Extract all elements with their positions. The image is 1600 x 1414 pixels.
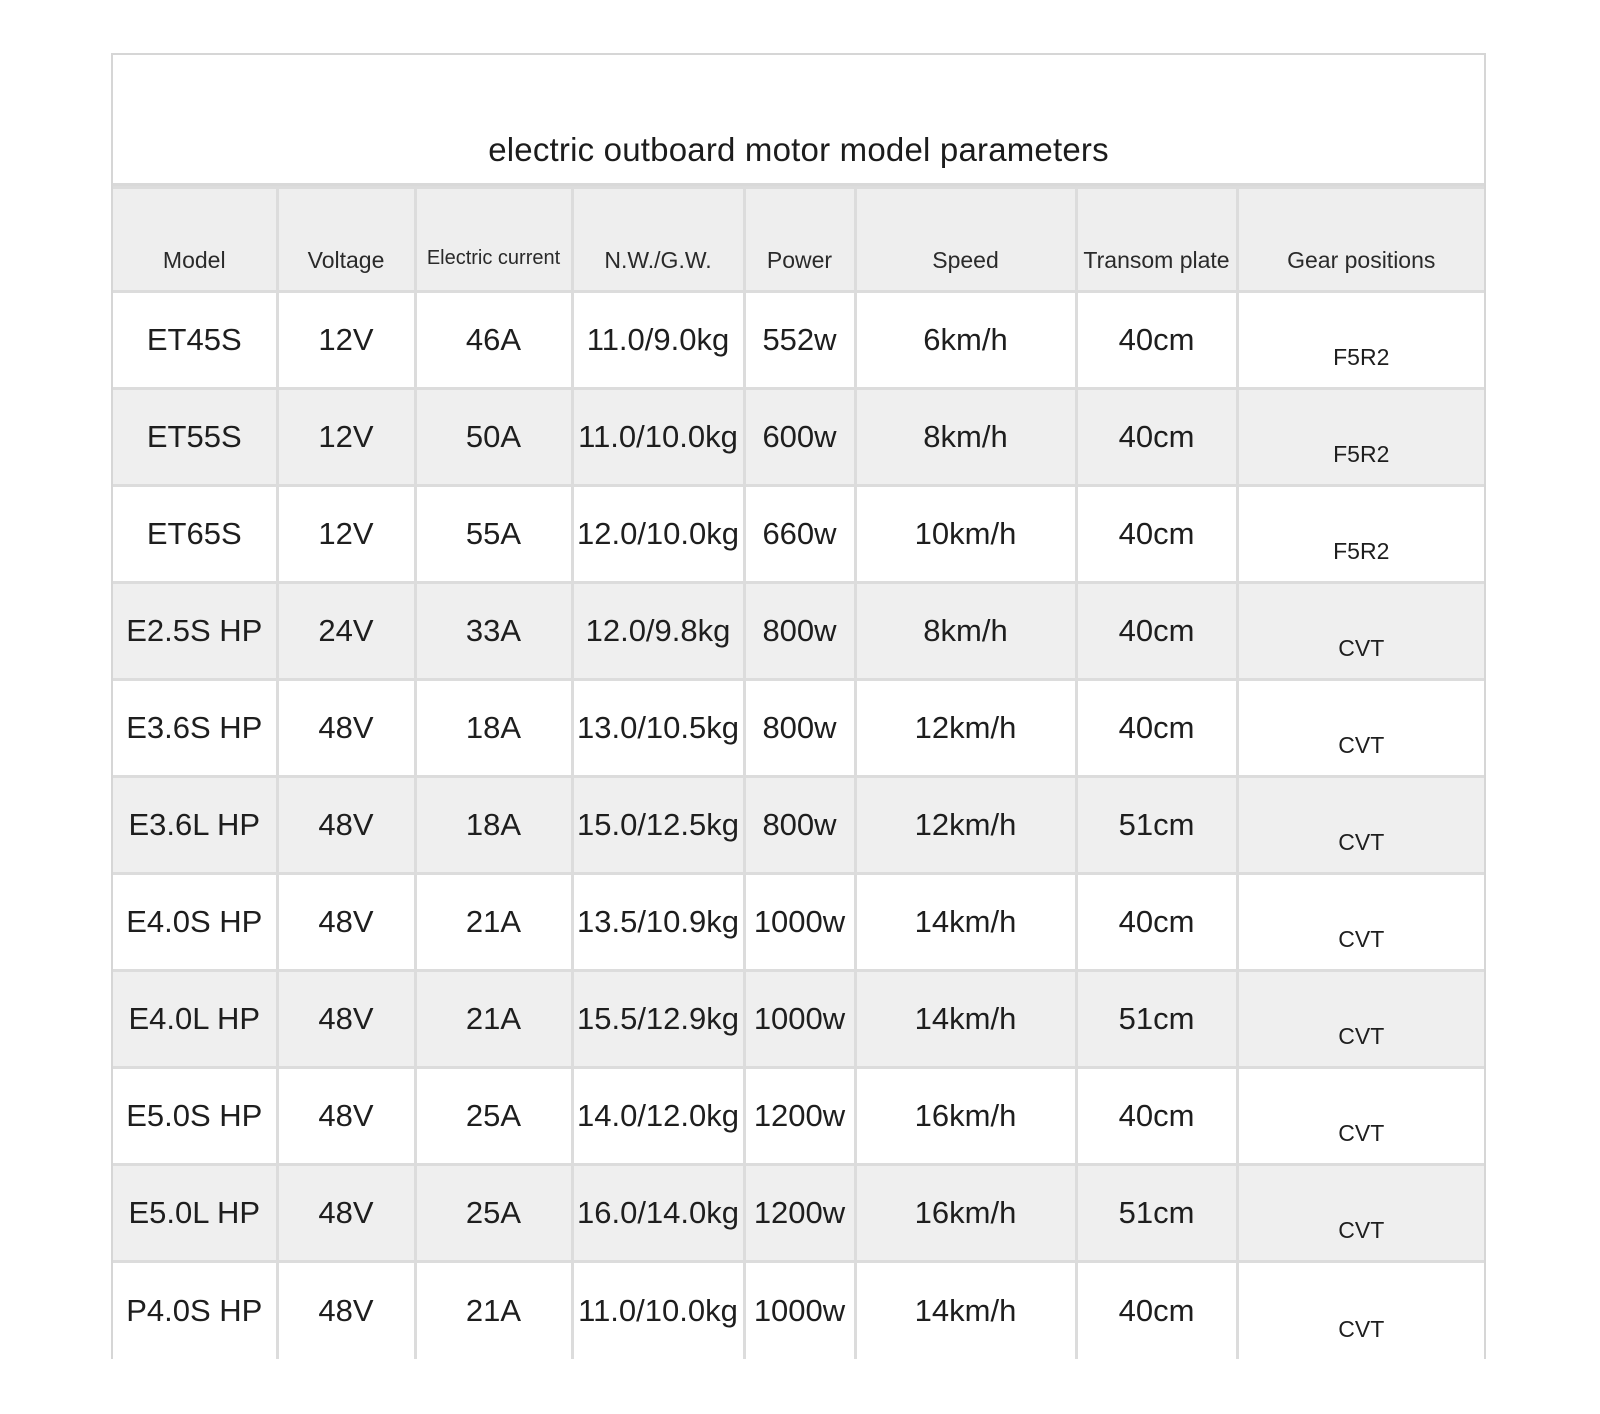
table-row — [113, 874, 1484, 971]
cell-voltage: 12V — [277, 389, 415, 486]
cell-model: E3.6S HP — [113, 680, 277, 777]
cell-weight: 11.0/10.0kg — [572, 1262, 744, 1359]
cell-model: E3.6L HP — [113, 777, 277, 874]
cell-speed: 12km/h — [855, 777, 1076, 874]
cell-model: E5.0S HP — [113, 1068, 277, 1165]
cell-electric-current: 21A — [415, 971, 572, 1068]
cell-power: 1000w — [744, 1262, 855, 1359]
cell-model: E4.0L HP — [113, 971, 277, 1068]
cell-transom-plate: 40cm — [1076, 874, 1237, 971]
cell-weight: 11.0/10.0kg — [572, 389, 744, 486]
cell-electric-current: 33A — [415, 583, 572, 680]
parameters-sheet — [111, 53, 1486, 1359]
cell-gear-positions: CVT — [1237, 777, 1484, 874]
header-power: Power — [744, 188, 855, 292]
cell-transom-plate: 40cm — [1076, 292, 1237, 389]
cell-gear-positions: CVT — [1237, 680, 1484, 777]
cell-speed: 14km/h — [855, 971, 1076, 1068]
cell-voltage: 48V — [277, 1068, 415, 1165]
cell-speed: 10km/h — [855, 486, 1076, 583]
cell-power: 1000w — [744, 971, 855, 1068]
cell-voltage: 48V — [277, 777, 415, 874]
cell-speed: 12km/h — [855, 680, 1076, 777]
cell-model: ET45S — [113, 292, 277, 389]
table-row — [113, 1068, 1484, 1165]
cell-voltage: 12V — [277, 292, 415, 389]
table-row — [113, 971, 1484, 1068]
parameters-table — [113, 186, 1484, 1359]
cell-electric-current: 46A — [415, 292, 572, 389]
cell-model: E2.5S HP — [113, 583, 277, 680]
header-gear-positions: Gear positions — [1237, 188, 1484, 292]
cell-weight: 12.0/9.8kg — [572, 583, 744, 680]
cell-power: 1000w — [744, 874, 855, 971]
cell-speed: 16km/h — [855, 1165, 1076, 1262]
cell-transom-plate: 40cm — [1076, 583, 1237, 680]
cell-speed: 14km/h — [855, 1262, 1076, 1359]
cell-weight: 13.0/10.5kg — [572, 680, 744, 777]
cell-power: 600w — [744, 389, 855, 486]
cell-gear-positions: F5R2 — [1237, 292, 1484, 389]
cell-speed: 8km/h — [855, 389, 1076, 486]
table-row — [113, 583, 1484, 680]
cell-transom-plate: 40cm — [1076, 1262, 1237, 1359]
cell-electric-current: 21A — [415, 874, 572, 971]
cell-voltage: 24V — [277, 583, 415, 680]
cell-power: 1200w — [744, 1068, 855, 1165]
cell-power: 800w — [744, 583, 855, 680]
cell-voltage: 48V — [277, 874, 415, 971]
header-voltage: Voltage — [277, 188, 415, 292]
header-weight: N.W./G.W. — [572, 188, 744, 292]
cell-model: ET55S — [113, 389, 277, 486]
table-row — [113, 1262, 1484, 1359]
cell-weight: 15.0/12.5kg — [572, 777, 744, 874]
table-title: electric outboard motor model parameters — [488, 131, 1109, 168]
cell-electric-current: 50A — [415, 389, 572, 486]
cell-electric-current: 25A — [415, 1068, 572, 1165]
header-row — [113, 188, 1484, 292]
cell-weight: 11.0/9.0kg — [572, 292, 744, 389]
cell-voltage: 48V — [277, 971, 415, 1068]
header-speed: Speed — [855, 188, 1076, 292]
cell-power: 800w — [744, 777, 855, 874]
cell-transom-plate: 40cm — [1076, 486, 1237, 583]
cell-weight: 13.5/10.9kg — [572, 874, 744, 971]
cell-speed: 6km/h — [855, 292, 1076, 389]
cell-electric-current: 18A — [415, 777, 572, 874]
cell-power: 660w — [744, 486, 855, 583]
cell-gear-positions: CVT — [1237, 1262, 1484, 1359]
cell-electric-current: 18A — [415, 680, 572, 777]
cell-model: P4.0S HP — [113, 1262, 277, 1359]
title-row — [113, 55, 1484, 186]
table-row — [113, 292, 1484, 389]
cell-voltage: 48V — [277, 1165, 415, 1262]
cell-transom-plate: 51cm — [1076, 971, 1237, 1068]
table-row — [113, 486, 1484, 583]
cell-gear-positions: CVT — [1237, 583, 1484, 680]
cell-voltage: 48V — [277, 1262, 415, 1359]
cell-power: 1200w — [744, 1165, 855, 1262]
table-row — [113, 680, 1484, 777]
cell-electric-current: 25A — [415, 1165, 572, 1262]
cell-gear-positions: CVT — [1237, 874, 1484, 971]
cell-transom-plate: 51cm — [1076, 1165, 1237, 1262]
cell-speed: 16km/h — [855, 1068, 1076, 1165]
cell-electric-current: 21A — [415, 1262, 572, 1359]
table-row — [113, 389, 1484, 486]
cell-transom-plate: 40cm — [1076, 680, 1237, 777]
cell-gear-positions: F5R2 — [1237, 486, 1484, 583]
header-transom-plate: Transom plate — [1076, 188, 1237, 292]
cell-model: E4.0S HP — [113, 874, 277, 971]
cell-voltage: 12V — [277, 486, 415, 583]
cell-weight: 15.5/12.9kg — [572, 971, 744, 1068]
table-row — [113, 777, 1484, 874]
cell-gear-positions: CVT — [1237, 1165, 1484, 1262]
cell-weight: 12.0/10.0kg — [572, 486, 744, 583]
table-row — [113, 1165, 1484, 1262]
cell-gear-positions: CVT — [1237, 971, 1484, 1068]
cell-speed: 8km/h — [855, 583, 1076, 680]
cell-model: ET65S — [113, 486, 277, 583]
cell-gear-positions: CVT — [1237, 1068, 1484, 1165]
cell-gear-positions: F5R2 — [1237, 389, 1484, 486]
cell-weight: 14.0/12.0kg — [572, 1068, 744, 1165]
cell-model: E5.0L HP — [113, 1165, 277, 1262]
cell-transom-plate: 51cm — [1076, 777, 1237, 874]
cell-power: 800w — [744, 680, 855, 777]
header-model: Model — [113, 188, 277, 292]
cell-transom-plate: 40cm — [1076, 389, 1237, 486]
cell-weight: 16.0/14.0kg — [572, 1165, 744, 1262]
cell-voltage: 48V — [277, 680, 415, 777]
header-electric-current: Electric current — [415, 188, 572, 292]
cell-electric-current: 55A — [415, 486, 572, 583]
cell-power: 552w — [744, 292, 855, 389]
cell-transom-plate: 40cm — [1076, 1068, 1237, 1165]
cell-speed: 14km/h — [855, 874, 1076, 971]
